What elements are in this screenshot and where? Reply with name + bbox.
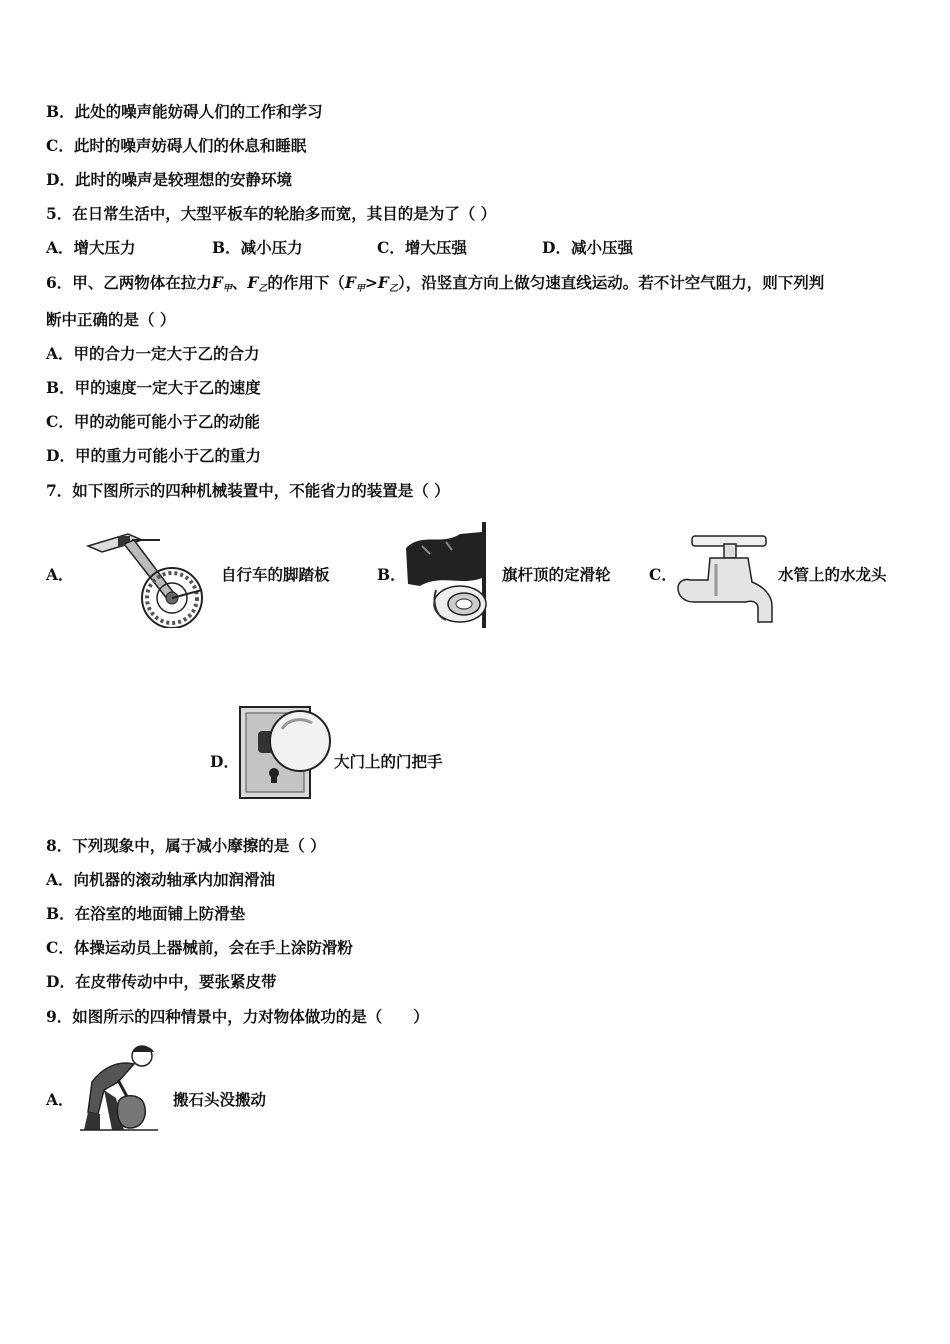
q5-stem: 5．在日常生活中，大型平板车的轮胎多而宽，其目的是为了（ ） [46, 204, 497, 223]
q9-item-a-letter: A． [46, 1090, 74, 1109]
q7-item-b-caption: 旗杆顶的定滑轮 [502, 565, 611, 584]
q6-option-b: B．甲的速度一定大于乙的速度 [46, 378, 261, 397]
subscript-jia-2: 甲 [355, 284, 365, 294]
q8-option-b: B．在浴室的地面铺上防滑垫 [46, 904, 246, 923]
q4-option-d: D．此时的噪声是较理想的安静环境 [46, 170, 292, 189]
q4-option-c: C．此时的噪声妨碍人们的休息和睡眠 [46, 136, 307, 155]
q4-option-b: B．此处的噪声能妨碍人们的工作和学习 [46, 102, 323, 121]
q6-stem-part1: 6．甲、乙两物体在拉力 [46, 273, 212, 292]
subscript-jia: 甲 [222, 284, 232, 294]
q5-option-c: C．增大压强 [377, 238, 467, 257]
q8-option-a: A．向机器的滚动轴承内加润滑油 [46, 870, 276, 889]
q6-stem-line1 [46, 273, 824, 299]
q5-option-a: A．增大压力 [46, 238, 136, 257]
force-symbol-jia: F [211, 273, 223, 292]
q5-option-b: B．减小压力 [212, 238, 303, 257]
q6-stem-part3: ），沿竖直方向上做匀速直线运动。若不计空气阻力，则下列判 [397, 273, 825, 292]
q5-option-d: D．减小压强 [542, 238, 633, 257]
water-faucet-icon [676, 530, 776, 626]
q6-option-c: C．甲的动能可能小于乙的动能 [46, 412, 260, 431]
person-lifting-stone-icon [78, 1042, 166, 1134]
q7-item-d-letter: D． [210, 752, 239, 771]
q7-item-a-caption: 自行车的脚踏板 [221, 565, 330, 584]
q7-item-c-letter: C． [649, 565, 677, 584]
q6-option-a: A．甲的合力一定大于乙的合力 [46, 344, 260, 363]
subscript-yi-2: 乙 [388, 284, 398, 294]
q7-stem: 7．如下图所示的四种机械装置中，不能省力的装置是（ ） [46, 481, 450, 500]
q7-item-a-letter: A． [46, 565, 74, 584]
door-knob-icon [238, 705, 334, 800]
q8-option-d: D．在皮带传动中中，要张紧皮带 [46, 972, 277, 991]
q9-stem: 9．如图所示的四种情景中，力对物体做功的是（ ） [46, 1007, 429, 1026]
q7-item-b-letter: B． [377, 565, 406, 584]
q8-option-c: C．体操运动员上器械前，会在手上涂防滑粉 [46, 938, 353, 957]
flagpole-pulley-icon [402, 520, 498, 630]
force-symbol-yi-2: F [377, 273, 389, 292]
q6-stem-part2: 的作用下（ [267, 273, 345, 292]
greater-than-sign: > [364, 273, 378, 292]
q6-option-d: D．甲的重力可能小于乙的重力 [46, 446, 261, 465]
q6-stem-line2: 断中正确的是（ ） [46, 310, 176, 329]
q7-item-c-caption: 水管上的水龙头 [778, 565, 887, 584]
force-symbol-yi: F [247, 273, 259, 292]
q8-stem: 8．下列现象中，属于减小摩擦的是（ ） [46, 836, 326, 855]
subscript-yi: 乙 [258, 284, 268, 294]
bicycle-pedal-icon [84, 526, 218, 628]
force-symbol-jia-2: F [344, 273, 356, 292]
q9-item-a-caption: 搬石头没搬动 [173, 1090, 267, 1109]
separator: 、 [231, 273, 248, 292]
q7-item-d-caption: 大门上的门把手 [334, 752, 443, 771]
